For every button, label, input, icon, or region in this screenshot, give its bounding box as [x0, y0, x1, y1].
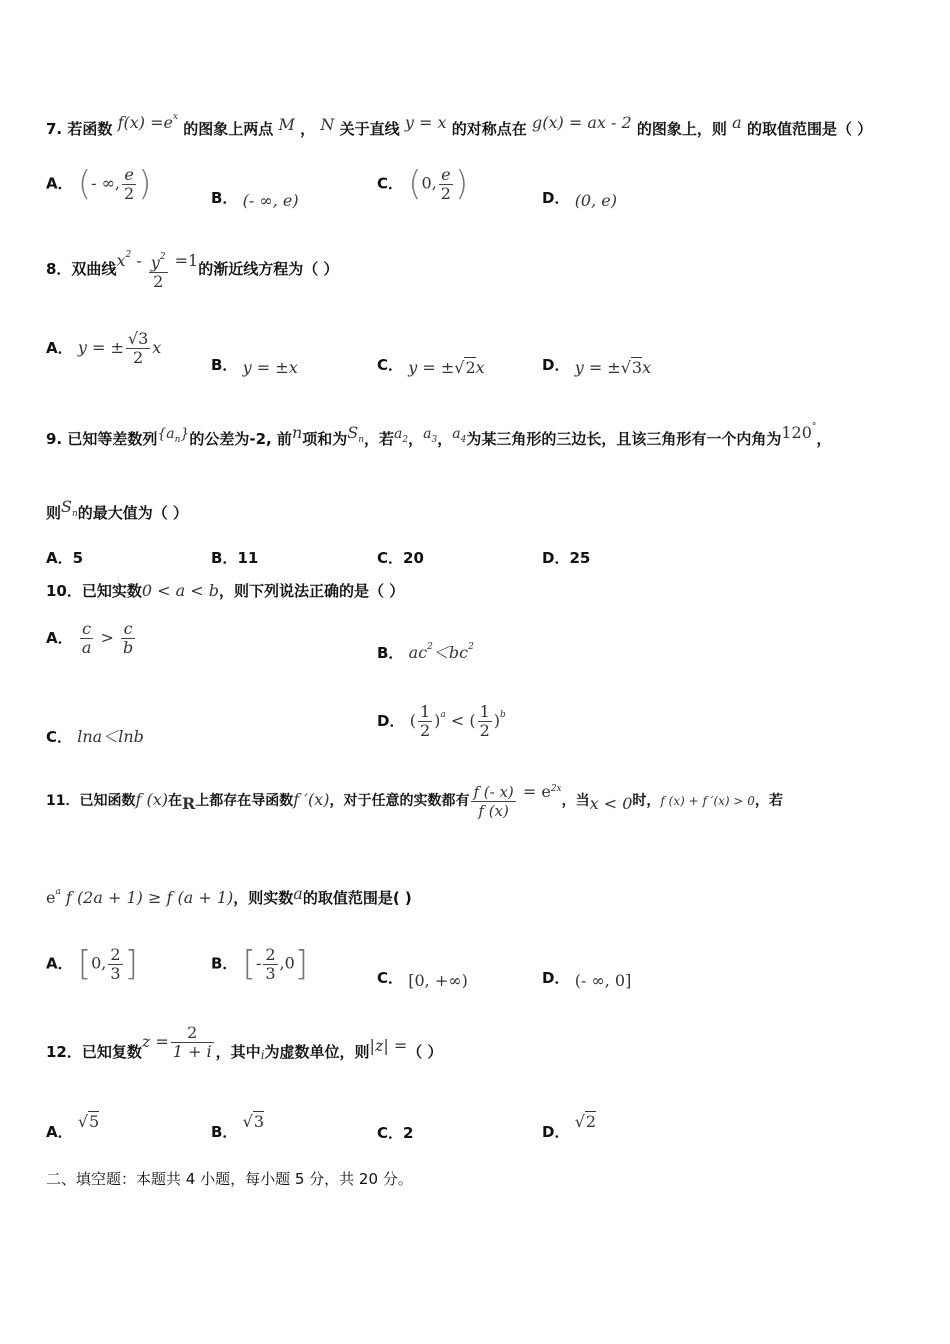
q9-n: n [291, 423, 303, 442]
q9-seq-close: } [180, 426, 190, 442]
q12-option-b-root: 3 [253, 1112, 265, 1131]
q7-text-e: 的图象上，则 [636, 120, 727, 138]
q10-option-d-lp1: ( [409, 711, 416, 730]
q7-option-a-rparen: ) [138, 164, 152, 204]
q11-option-b-frac [263, 946, 277, 983]
q8-option-a[interactable] [46, 330, 161, 367]
q11-option-c-value: [0, +∞) [408, 971, 468, 990]
q10-option-d-n2: 1 [479, 702, 490, 721]
q8-option-a-frac [126, 330, 150, 367]
q9-comma-2: ， [437, 430, 453, 448]
q7-option-d-value: (0, e) [574, 191, 617, 210]
q9-line2-text: 则 [46, 504, 62, 522]
q8-x [116, 251, 131, 270]
q12-option-b[interactable] [211, 1112, 264, 1142]
q10-option-d-label: D． [377, 712, 405, 730]
q9-option-d[interactable] [542, 547, 590, 568]
q11-option-b-rbracket: ] [294, 944, 309, 984]
q11-option-a-left: 0, [91, 953, 107, 973]
q7-g: g(x) = ax - 2 [532, 113, 632, 132]
q10-cond: 0 < a < b [141, 581, 219, 600]
q11-option-a-den: 3 [110, 963, 121, 983]
section-2-heading: 二、填空题：本题共 4 小题，每小题 5 分，共 20 分。 [46, 1170, 413, 1188]
q7-line: y = x [404, 113, 447, 132]
q7-option-c[interactable] [377, 164, 468, 204]
q11-option-a-num: 2 [110, 944, 121, 964]
q10-option-a-n1: c [80, 620, 94, 639]
q12-option-c-value: 2 [403, 1124, 414, 1142]
q10-option-b-sup2: 2 [468, 642, 474, 652]
q10-text-b: ，则下列说法正确的是（ ） [219, 582, 405, 600]
q12-text-d: （ ） [407, 1043, 443, 1061]
q8-num: y [150, 253, 160, 272]
q8-option-d-post: x [642, 358, 652, 377]
q9-a2-sub: 2 [402, 435, 409, 445]
q7-option-b[interactable] [211, 187, 299, 210]
q8-minus: - [131, 251, 147, 270]
q8-frac-num [149, 248, 168, 273]
q9-option-a[interactable] [46, 547, 83, 568]
q12-i: i [260, 1048, 265, 1062]
q10-option-d-frac1 [418, 703, 432, 740]
q8-option-a-label: A． [46, 339, 73, 357]
q12-stem [46, 1024, 442, 1062]
q12-option-d-sqrt-sign: √ [574, 1112, 585, 1131]
q9-line2-S [61, 497, 78, 519]
q9-option-b-label: B． [211, 549, 238, 567]
q10-option-d-op: < [445, 711, 470, 730]
q7-option-c-num: e [439, 166, 453, 185]
q12-option-d-label: D． [542, 1123, 570, 1141]
q9-S-sub: n [358, 435, 365, 445]
q8-option-d-pre: y = ± [574, 358, 621, 377]
q8-option-c-label: C． [377, 356, 404, 374]
q7-option-a-frac [122, 166, 136, 203]
q9-text: 9. 已知等差数列 [46, 430, 158, 448]
q7-f-sup: x [172, 112, 179, 122]
q9-option-d-label: D． [542, 549, 570, 567]
q7-text-d: 的对称点在 [451, 120, 527, 138]
q7-f [118, 113, 178, 132]
q8-option-b-value: y = ±x [242, 358, 298, 377]
q11-text-d: ，对于任意的实数都有 [329, 793, 470, 809]
q10-option-a-n2: c [121, 620, 135, 639]
q12-frac [171, 1024, 214, 1061]
q9-a2 [394, 426, 409, 445]
q9-S-var: S [347, 423, 359, 442]
q9-line2-S-var: S [61, 497, 72, 516]
q10-option-d-e1: a [440, 710, 446, 720]
q8-option-a-den: 2 [132, 348, 144, 367]
q11-option-a-lbracket: [ [77, 944, 92, 984]
q11-eq: = e [517, 782, 551, 801]
q11-option-a[interactable] [46, 944, 138, 984]
q9-option-a-value: 5 [72, 549, 84, 567]
q11-num: f (- x) [473, 782, 514, 801]
q10-option-c-value: lna＜lnb [77, 727, 144, 746]
q10-option-d-d2: 2 [479, 721, 490, 740]
q11-den: f (x) [478, 801, 509, 820]
q8-option-b-label: B． [211, 356, 238, 374]
q9-a4-var: a [452, 426, 461, 442]
q11-option-b-left: - [255, 953, 262, 973]
q7-text-b: 的图象上两点 [183, 120, 274, 138]
q9-option-c[interactable] [377, 547, 424, 568]
q9-stem [46, 422, 831, 449]
q11-text-b: 在 [168, 793, 182, 809]
q7-option-b-label: B． [211, 189, 238, 207]
q7-N: N [320, 115, 335, 134]
q10-option-b-ac: ac [408, 643, 428, 662]
q12-text: 12．已知复数 [46, 1043, 142, 1061]
q9-text-d: ，若 [364, 430, 395, 448]
q10-option-a-op: > [95, 628, 119, 647]
q11-option-b-num: 2 [265, 944, 276, 964]
q11-line2-a: a [293, 884, 303, 903]
q8-option-c-pre: y = ± [408, 358, 455, 377]
q12-option-c-label: C． [377, 1124, 404, 1142]
q10-option-a-label: A． [46, 629, 73, 647]
q7-option-d[interactable] [542, 187, 617, 210]
q12-option-b-sqrt-sign: √ [242, 1112, 253, 1131]
q11-line2-text-c: 的取值范围是( ) [302, 889, 412, 907]
q11-text: 11．已知函数 [46, 793, 136, 809]
q9-text-c: 项和为 [302, 430, 348, 448]
q12-option-b-label: B． [211, 1123, 238, 1141]
q10-option-c-label: C． [46, 728, 73, 746]
q11-line2-sup: a [55, 887, 61, 897]
q12-text-b: ，其中 [215, 1043, 261, 1061]
q11-stem-line2 [46, 884, 412, 908]
q10-option-b[interactable] [377, 640, 474, 663]
q11-option-d-label: D． [542, 969, 570, 987]
q11-eq-sup: 2x [550, 784, 562, 794]
q10-text: 10．已知实数 [46, 582, 142, 600]
q8-option-a-num: √3 [127, 329, 149, 348]
q11-frac [471, 783, 515, 820]
q11-option-d-value: (- ∞, 0] [574, 971, 632, 990]
q8-option-c-root: 2 [465, 358, 476, 377]
q9-a2-var: a [394, 426, 403, 442]
q7-sep: ， [300, 120, 316, 138]
q7-text: 7. 若函数 [46, 120, 113, 138]
q8-num-sup: 2 [159, 252, 166, 262]
q9-a3 [423, 426, 438, 445]
q11-line2-text-b: ，则实数 [233, 889, 294, 907]
q8-option-c-sqrt-sign: √ [454, 358, 465, 377]
q11-option-a-frac [108, 946, 122, 983]
q8-option-d-root: 3 [631, 358, 643, 377]
q11-cond: x < 0 [589, 794, 633, 813]
q9-text-e: 为某三角形的三边长，且该三角形有一个内角为 [466, 430, 782, 448]
q9-stem-line2 [46, 497, 188, 523]
q11-option-b-label: B． [211, 954, 238, 973]
q9-seq-open: {a [157, 426, 175, 442]
q10-option-d-rp2: ) [493, 711, 501, 730]
q7-option-a-left: - ∞, [91, 173, 121, 193]
q9-option-c-value: 20 [403, 549, 424, 567]
q7-M: M [278, 115, 295, 134]
q9-a4-sub: 4 [460, 435, 467, 445]
q7-option-c-label: C． [377, 174, 404, 193]
q9-line2-text-b: 的最大值为（ ） [77, 504, 189, 522]
q12-absz: |z| = [369, 1036, 408, 1055]
q12-option-a[interactable] [46, 1112, 99, 1142]
q11-option-b[interactable] [211, 944, 308, 984]
q9-option-b-value: 11 [237, 549, 259, 567]
q11-option-b-lbracket: [ [242, 944, 256, 984]
q11-line2-ineq: f (2a + 1) ≥ f (a + 1) [60, 888, 234, 907]
q8-stem [46, 248, 338, 291]
q12-option-c[interactable] [377, 1122, 413, 1143]
q11-text-c: 上都存在导函数 [195, 793, 294, 809]
q10-option-b-bc: ＜bc [432, 643, 469, 662]
q9-option-b[interactable] [211, 547, 258, 568]
q7-text-c: 关于直线 [339, 120, 400, 138]
q9-a4 [452, 426, 467, 445]
q7-stem [46, 112, 872, 139]
q10-option-d-e2: b [500, 710, 506, 720]
q9-a3-var: a [423, 426, 432, 442]
q9-angle-value: 120 [781, 423, 812, 442]
q9-option-c-label: C． [377, 549, 404, 567]
q11-stem [46, 782, 783, 820]
q11-text-f: 时， [632, 793, 661, 809]
q9-angle [781, 423, 816, 442]
q8-option-d-label: D． [542, 356, 570, 374]
q8-frac [149, 248, 168, 291]
q10-stem [46, 580, 404, 601]
q8-option-d[interactable] [542, 354, 651, 377]
q8-option-a-post: x [152, 338, 162, 357]
q9-a3-sub: 3 [431, 435, 438, 445]
q11-option-c-label: C． [377, 969, 404, 987]
q10-option-a-frac2 [121, 620, 135, 657]
q11-fx: f (x) [135, 790, 168, 809]
q12-den: 1 + i [172, 1042, 212, 1061]
q10-option-d-d1: 2 [419, 721, 431, 740]
q9-angle-sup: ° [811, 422, 817, 432]
q9-text-b: 的公差为-2, 前 [189, 430, 292, 448]
q10-option-d-frac2 [478, 703, 492, 740]
q8-den: 2 [153, 272, 164, 291]
q9-line2-S-sub: n [71, 509, 78, 519]
q7-option-c-lparen: ( [408, 164, 422, 204]
q8-option-d-sqrt-sign: √ [620, 358, 631, 377]
q7-option-a-label: A． [46, 174, 73, 193]
q11-option-a-rbracket: ] [124, 944, 138, 984]
q7-option-d-label: D． [542, 189, 570, 207]
q7-option-c-den: 2 [440, 183, 451, 203]
q10-option-c[interactable] [46, 724, 144, 747]
q11-option-d[interactable] [542, 967, 631, 990]
q7-option-c-rparen: ) [454, 164, 469, 204]
q10-option-a-d2: b [122, 638, 134, 657]
q8-eq: =1 [169, 251, 199, 270]
q11-option-c[interactable] [377, 967, 468, 990]
q8-option-c-post: x [475, 358, 485, 377]
q11-text-e: ，当 [561, 793, 590, 809]
q7-option-b-value: (- ∞, e) [242, 191, 299, 210]
q11-line2-e: e [46, 888, 56, 907]
q12-option-d[interactable] [542, 1112, 596, 1142]
q7-option-a[interactable] [46, 164, 151, 204]
q9-option-a-label: A． [46, 549, 73, 567]
q12-option-a-sqrt-sign: √ [77, 1112, 89, 1131]
q11-fpx: f ′(x) [293, 790, 330, 809]
q12-num: 2 [171, 1024, 214, 1043]
q7-option-a-num: e [122, 166, 136, 185]
q12-option-a-label: A． [46, 1123, 73, 1141]
q10-option-a-frac1 [80, 620, 94, 657]
q9-S [347, 423, 365, 445]
q10-option-b-label: B． [377, 644, 404, 662]
q7-option-c-left: 0, [421, 173, 437, 193]
q7-option-a-lparen: ( [77, 164, 92, 204]
q8-x-sup: 2 [125, 250, 132, 260]
q11-option-b-den: 3 [265, 963, 276, 983]
q11-ineq: f (x) + f ′(x) > 0 [660, 794, 755, 808]
q8-option-a-pre: y = ± [77, 338, 124, 357]
q11-text-g: ，若 [754, 793, 783, 809]
q11-option-b-right: ,0 [279, 953, 295, 973]
q12-z: z = [141, 1032, 169, 1051]
q11-option-a-label: A． [46, 954, 73, 973]
q10-option-a-d1: a [81, 638, 92, 657]
q9-text-end: ， [816, 430, 832, 448]
q10-option-d-lp2: ( [469, 711, 476, 730]
q12-option-a-root: 5 [89, 1112, 100, 1131]
q10-option-d-rp1: ) [434, 711, 441, 730]
q8-option-b[interactable] [211, 354, 298, 377]
q7-f-expr: f(x) =e [117, 113, 173, 132]
q8-x-var: x [116, 251, 126, 270]
q9-comma-1: ， [408, 430, 424, 448]
q8-option-c[interactable] [377, 354, 485, 377]
q8-text: 8．双曲线 [46, 260, 117, 278]
q10-option-a[interactable] [46, 620, 137, 657]
q9-seq-sub: n [174, 435, 181, 445]
q8-text-b: 的渐近线方程为（ ） [198, 260, 339, 278]
q11-R: R [182, 794, 196, 813]
q7-option-a-den: 2 [124, 183, 135, 203]
q12-option-d-root: 2 [585, 1112, 597, 1131]
q12-text-c: 为虚数单位，则 [264, 1043, 370, 1061]
q7-text-f: 的取值范围是（ ） [746, 120, 873, 138]
q10-option-d-n1: 1 [419, 702, 431, 721]
q7-option-c-frac [439, 166, 453, 203]
q10-option-d[interactable] [377, 703, 506, 740]
q10-option-b-sup1: 2 [427, 642, 433, 652]
q9-option-d-value: 25 [569, 549, 591, 567]
q7-a: a [732, 113, 742, 132]
q9-seq [157, 426, 190, 445]
